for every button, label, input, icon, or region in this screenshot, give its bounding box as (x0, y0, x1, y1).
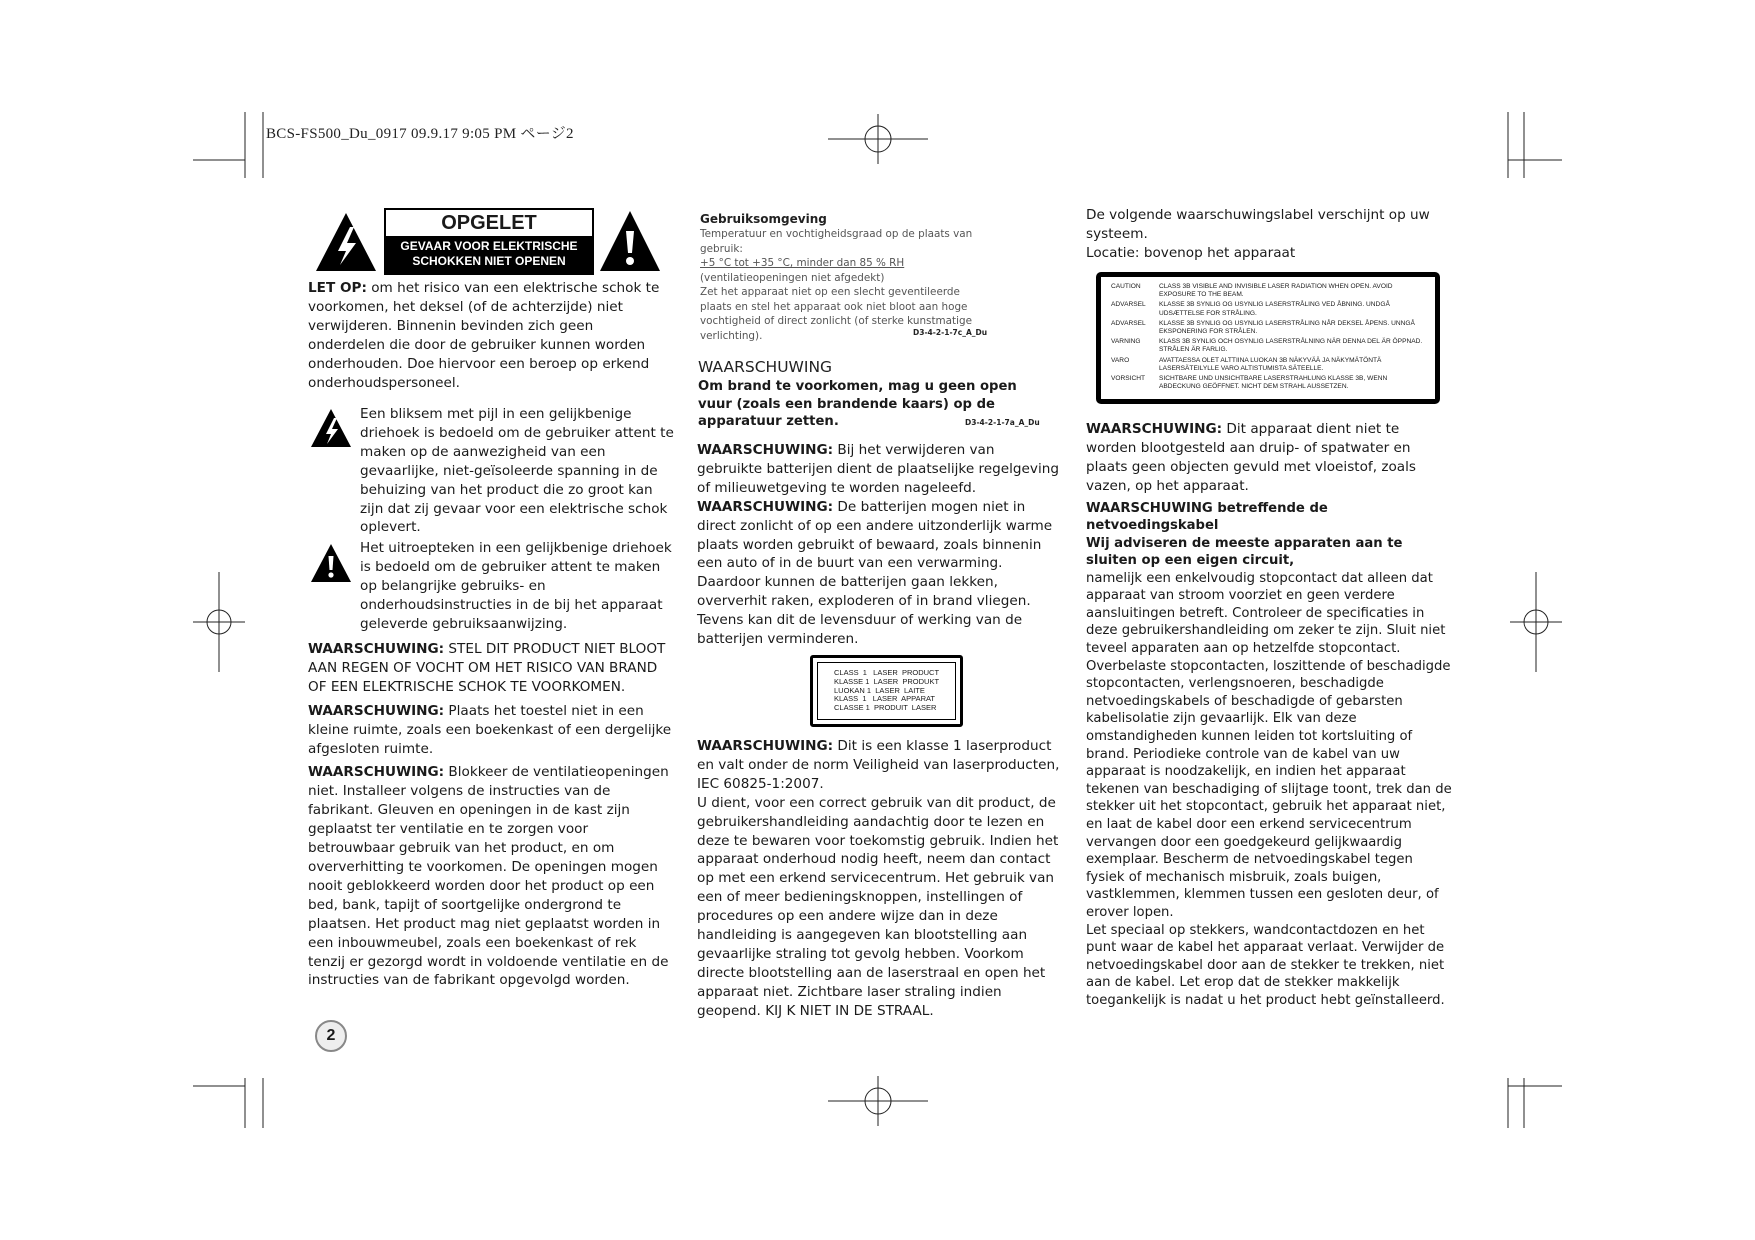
letop-paragraph: LET OP: om het risico van een elektrische schok te voorkomen, het deksel (of de achterzijde) niet verwijderen. Binnenin bevinden zich geen onderdelen die door de gebruiker kunnen worden onderhouden. Doe hiervoor een beroep op erkend onderhoudspersoneel. (308, 280, 660, 391)
fire-warning-text: Om brand te voorkomen, mag u geen open vuur (zoals een brandende kaars) op de apparatuur zetten. (698, 379, 1017, 429)
power-cord-body-2: Let speciaal op stekkers, wandcontactdozen en het punt waar de kabel het apparaat verlaat. Verwijder de netvoedingskabel door aan de stekker te trekken, niet aan de kabel. Let erop dat de stekker makkelijk toegankelijk is nadat u het product hebt geïnstalleerd. (1086, 922, 1445, 1008)
label-row: CAUTION CLASS 3B VISIBLE AND INVISIBLE LASER RADIATION WHEN OPEN. AVOID EXPOSURE TO THE BEAM. (1111, 283, 1393, 299)
column-3-warnings (1086, 420, 1452, 1009)
lightning-triangle-icon (310, 408, 352, 448)
exclamation-explanation: Het uitroepteken in een gelijkbenige driehoek is bedoeld om de gebruiker attent te maken op belangrijke gebruiks- en onderhoudsinstructies in de bij het apparaat geleverde gebruiksaanwijzing. (360, 540, 672, 632)
battery-warnings (697, 441, 1063, 649)
exclamation-triangle-icon (598, 209, 662, 273)
registration-mark-icon (1510, 572, 1562, 672)
fire-warning-heading: WAARSCHUWING (698, 358, 833, 376)
registration-mark-icon (828, 1076, 928, 1126)
environment-line-2: +5 °C tot +35 °C, minder dan 85 % RH (700, 257, 905, 269)
column-1-warnings (308, 640, 674, 990)
label-row: ADVARSEL KLASSE 3B SYNLIG OG USYNLIG LASERSTRÅLING VED ÅBNING. UNDGÅ UDSÆTTELSE FOR STRÅLING. (1111, 301, 1390, 317)
environment-line-3: (ventilatieopeningen niet afgedekt) (700, 271, 885, 284)
power-cord-body-1: namelijk een enkelvoudig stopcontact dat alleen dat apparaat van stroom voorziet en geen verdere aansluitingen betreft. Controleer de specificaties in deze gebruikershandleiding om zeker te zijn. Sluit niet teveel apparaten aan op hetzelfde stopcontact. Overbelaste stopcontacten, loszittende of beschadigde stopcontacten, verlengsnoeren, beschadigde netvoedingskabels of beschadigde of gebarsten kabelisolatie zijn gevaarlijk. Elk van deze omstandigheden kunnen leiden tot kortsluiting of brand. Periodieke controle van de kabel van uw apparaat is noodzakelijk, en indien het apparaat tekenen van beschadiging of slijtage toont, trek dan de stekker uit het stopcontact, gebruik het apparaat niet, en laat de kabel door een erkend servicecentrum vervangen door een goedgekeurd gelijkwaardig exemplaar. Bescherm de netvoedingskabel tegen fysiek of mechanisch misbruik, zoals buigen, vastklemmen, klemmen tussen een gesloten deur, of erover lopen. (1086, 570, 1452, 920)
environment-line-1: Temperatuur en vochtigheidsgraad op de plaats van gebruik: (700, 228, 973, 255)
opgelet-box (384, 208, 594, 275)
label-row: ADVARSEL KLASSE 3B SYNLIG OG USYNLIG LASERSTRÅLING NÅR DEKSEL ÅPENS. UNNGÅ EKSPONERING FOR STRÅLEN. (1111, 319, 1415, 336)
print-slug: BCS-FS500_Du_0917 09.9.17 9:05 PM ページ2 (266, 126, 574, 142)
battery-warning-1: WAARSCHUWING: Bij het verwijderen van gebruikte batterijen dient de plaatselijke regelgeving of milieuwetgeving te worden nageleefd. (697, 442, 1059, 496)
warning-rain: WAARSCHUWING: STEL DIT PRODUCT NIET BLOOT AAN REGEN OF VOCHT OM HET RISICO VAN BRAND OF EEN ELEKTRISCHE SCHOK TE VOORKOMEN. (308, 641, 666, 695)
registration-mark-icon (193, 572, 245, 672)
warning-space: WAARSCHUWING: Plaats het toestel niet in een kleine ruimte, zoals een boekenkast of een dergelijke afgesloten ruimte. (308, 702, 672, 757)
power-cord-advice: Wij adviseren de meeste apparaten aan te sluiten op een eigen circuit, (1086, 535, 1403, 569)
battery-warning-2: WAARSCHUWING: De batterijen mogen niet in direct zonlicht of op een andere uitzonderlijk warme plaats worden gebruikt of bewaard, zoals binnenin een auto of in de buurt van een verwarming. Daardoor kunnen de batterijen gaan lekken, oververhit raken, exploderen of in brand vliegen. Tevens kan dit de levensduur of werking van de batterijen verminderen. (697, 498, 1053, 648)
environment-section (700, 212, 980, 343)
environment-line-4: Zet het apparaat niet op een slecht geventileerde plaats en stel het apparaat ook niet bloot aan hoge vochtigheid of direct zonlicht (of sterke kunstmatige verlichting). (700, 286, 972, 342)
splash-warning: WAARSCHUWING: Dit apparaat dient niet te worden blootgesteld aan druip- of spatwater en plaats geen objecten gevuld met vloeistof, zoals vazen, op het apparaat. (1086, 421, 1416, 494)
label-intro: De volgende waarschuwingslabel verschijnt op uw systeem. Locatie: bovenop het apparaat (1086, 207, 1430, 261)
laser-warning (697, 737, 1063, 1021)
page-number: 2 (315, 1020, 347, 1052)
column-1 (308, 279, 672, 392)
label-row: VARNING KLASS 3B SYNLIG OCH OSYNLIG LASERSTRÅLNING NÄR DENNA DEL ÄR ÖPPNAD. STRÅLEN ÄR FARLIG. (1111, 338, 1423, 354)
environment-title: Gebruiksomgeving (700, 212, 827, 226)
laser-class-warning: WAARSCHUWING: Dit is een klasse 1 laserproduct en valt onder de norm Veiligheid van laserproducten, IEC 60825-1:2007. (697, 738, 1060, 792)
lightning-triangle-icon (314, 211, 378, 273)
lightning-explanation: Een bliksem met pijl in een gelijkbenige driehoek is bedoeld om de gebruiker attent te maken op de aanwezigheid van een gevaarlijke, niet-geïsoleerde spanning in de behuizing van het product die zo groot kan zijn dat zij gevaar voor een elektrische schok oplevert. (360, 406, 674, 536)
registration-mark-icon (828, 114, 928, 164)
opgelet-subtitle: GEVAAR VOOR ELEKTRISCHE SCHOKKEN NIET OPENEN (386, 236, 592, 273)
laser-usage-text: U dient, voor een correct gebruik van dit product, de gebruikershandleiding aandachtig door te lezen en deze te bewaren voor toekomstig gebruik. Indien het apparaat onderhoud nodig heeft, neem dan contact op met een erkend servicecentrum. Het gebruik van een of meer bedieningsknoppen, instellingen of procedures op een andere wijze dan in deze handleiding is aangegeven kan blootstelling aan gevaarlijke straling tot gevolg hebben. Voorkom directe blootstelling aan de laserstraal en open het apparaat niet. Zichtbare laser straling indien geopend. KIJ K NIET IN DE STRAAL. (697, 794, 1059, 1019)
fire-warning-code: D3-4-2-1-7a_A_Du (965, 418, 1040, 427)
warning-ventilation: WAARSCHUWING: Blokkeer de ventilatieopeningen niet. Installeer volgens de instructies van de fabrikant. Gleuven en openingen in de kast zijn geplaatst ter ventilatie en te zorgen voor betrouwbaar gebruik van het product, en om oververhitting te voorkomen. De openingen mogen nooit geblokkeerd worden door het product op een bed, bank, tapijt of soortgelijke ondergrond te plaatsen. Het product mag niet geplaatst worden in een inbouwmeubel, zoals een boekenkast of rek tenzij er gezorgd wordt in voldoende ventilatie en de instructies van de fabrikant opgevolgd worden. (308, 764, 669, 989)
class1-laser-label: CLASS 1 LASER PRODUCT KLASSE 1 LASER PRODUKT LUOKAN 1 LASER LAITE KLASS 1 LASER APPARAT CLASSE 1 PRODUIT LASER (810, 655, 963, 727)
label-row: VORSICHT SICHTBARE UND UNSICHTBARE LASERSTRAHLUNG KLASSE 3B, WENN ABDECKUNG GEÖFFNET. NICHT DEM STRAHL AUSSETZEN. (1111, 375, 1388, 391)
laser-warning-label (1096, 272, 1440, 404)
exclamation-triangle-icon (310, 543, 352, 583)
opgelet-title: OPGELET (441, 212, 537, 234)
label-row: VARO AVATTAESSA OLET ALTTIINA LUOKAN 3B NÄKYVÄÄ JA NÄKYMÄTÖNTÄ LASERSÄTEILYLLE VARO ALTISTUMISTA SÄTEELLE. (1111, 356, 1382, 372)
power-cord-heading: WAARSCHUWING betreffende de netvoedingskabel (1086, 500, 1328, 534)
environment-code: D3-4-2-1-7c_A_Du (913, 328, 988, 337)
